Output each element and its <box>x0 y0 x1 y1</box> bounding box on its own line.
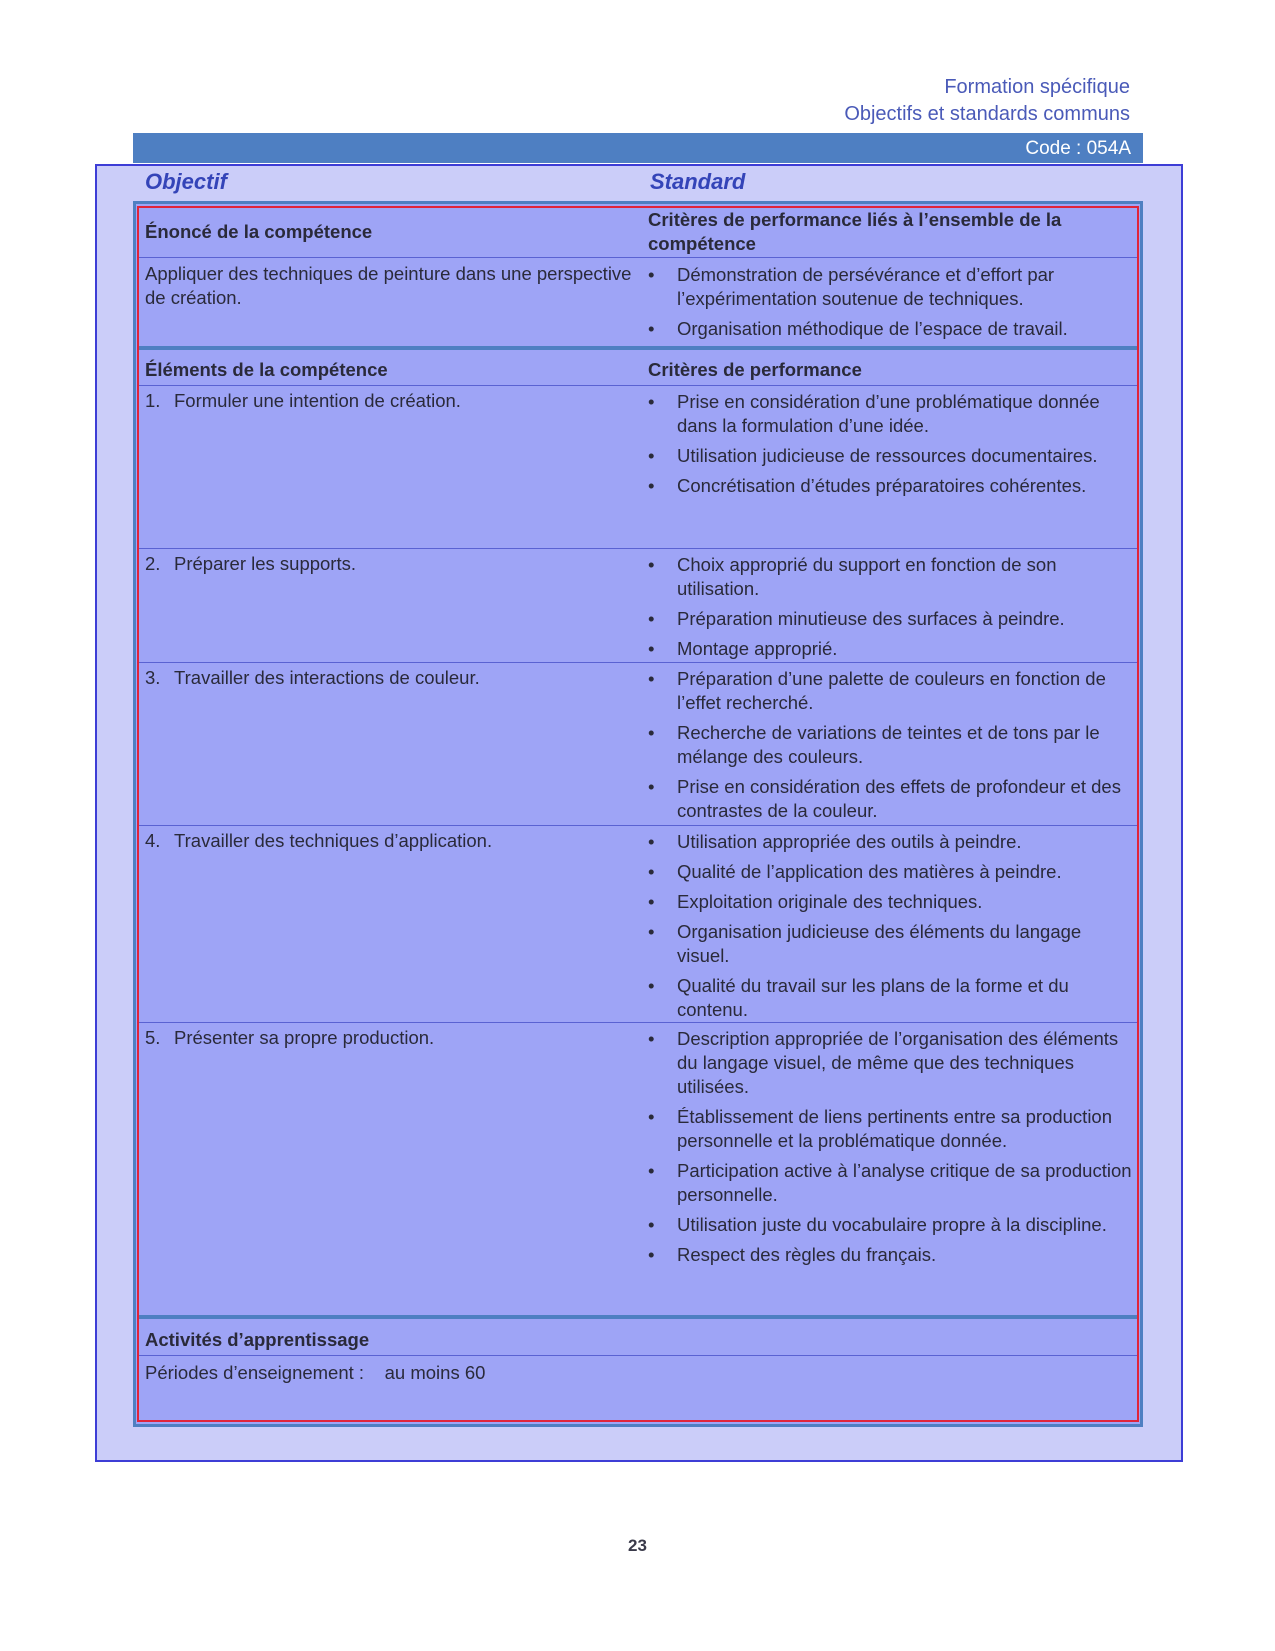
criterion-item <box>648 721 1133 769</box>
criterion-item <box>648 974 1133 1022</box>
criteria-cell <box>648 1027 1133 1273</box>
code-bar <box>133 133 1143 163</box>
criterion-item <box>648 1213 1133 1237</box>
criterion-text: Qualité du travail sur les plans de la forme et du contenu. <box>677 975 1069 1020</box>
element-label: Préparer les supports. <box>174 553 357 574</box>
periods-value: au moins 60 <box>384 1362 486 1383</box>
criterion-item <box>648 444 1133 468</box>
criterion-text: Respect des règles du français. <box>677 1244 937 1265</box>
bullet-icon: • <box>648 1214 655 1235</box>
periods-text <box>145 1361 745 1385</box>
criterion-text: Description appropriée de l’organisation des éléments du langage visuel, de même que des techniques utilisées. <box>677 1028 1119 1097</box>
bullet-icon: • <box>648 891 655 912</box>
criterion-item <box>648 317 1133 341</box>
bullet-icon: • <box>648 831 655 852</box>
criterion-text: Montage approprié. <box>677 638 838 659</box>
periods-label: Périodes d’enseignement : <box>145 1362 365 1383</box>
bullet-icon: • <box>648 1160 655 1181</box>
criteria-list <box>648 830 1133 1022</box>
element-text <box>145 389 645 413</box>
criterion-text: Utilisation appropriée des outils à peindre. <box>677 831 1022 852</box>
criterion-text: Préparation d’une palette de couleurs en fonction de l’effet recherché. <box>677 668 1106 713</box>
criterion-text: Organisation méthodique de l’espace de travail. <box>677 318 1068 339</box>
criterion-item <box>648 553 1133 601</box>
bullet-icon: • <box>648 776 655 797</box>
element-number: 5. <box>145 1027 161 1048</box>
criterion-item <box>648 263 1133 311</box>
criterion-text: Établissement de liens pertinents entre sa production personnelle et la problématique donnée. <box>677 1106 1113 1151</box>
criterion-item <box>648 920 1133 968</box>
global-criteria-cell <box>648 263 1133 347</box>
criteria-cell <box>648 390 1133 504</box>
bullet-icon: • <box>648 861 655 882</box>
statement-heading-row <box>139 206 1137 258</box>
criterion-item <box>648 890 1133 914</box>
element-text <box>145 1026 645 1050</box>
criteria-cell <box>648 830 1133 1028</box>
activities-heading-row <box>139 1322 1137 1356</box>
element-number: 3. <box>145 667 161 688</box>
objectif-label: Objectif <box>145 169 227 194</box>
standard-label: Standard <box>650 169 746 194</box>
bullet-icon: • <box>648 722 655 743</box>
element-number: 4. <box>145 830 161 851</box>
criterion-item <box>648 390 1133 438</box>
criterion-text: Organisation judicieuse des éléments du langage visuel. <box>677 921 1082 966</box>
criterion-item <box>648 1243 1133 1267</box>
criterion-item <box>648 1159 1133 1207</box>
elements-heading-row <box>139 352 1137 386</box>
bullet-icon: • <box>648 638 655 659</box>
course-code: Code : 054A <box>1025 138 1131 159</box>
criterion-item <box>648 1105 1133 1153</box>
criterion-item <box>648 775 1133 823</box>
element-text <box>145 829 645 853</box>
criterion-text: Prise en considération des effets de profondeur et des contrastes de la couleur. <box>677 776 1121 821</box>
criterion-text: Exploitation originale des techniques. <box>677 891 983 912</box>
bullet-icon: • <box>648 921 655 942</box>
criteria-list <box>648 1027 1133 1267</box>
criterion-text: Démonstration de persévérance et d’effort par l’expérimentation soutenue de techniques. <box>677 264 1055 309</box>
element-text <box>145 666 645 690</box>
criterion-text: Préparation minutieuse des surfaces à peindre. <box>677 608 1065 629</box>
criterion-item <box>648 830 1133 854</box>
statement-row <box>139 258 1137 350</box>
bullet-icon: • <box>648 391 655 412</box>
element-number: 2. <box>145 553 161 574</box>
criterion-item <box>648 860 1133 884</box>
statement-heading: Énoncé de la compétence <box>145 221 373 242</box>
criterion-text: Concrétisation d’études préparatoires cohérentes. <box>677 475 1087 496</box>
bullet-icon: • <box>648 608 655 629</box>
bullet-icon: • <box>648 1244 655 1265</box>
bullet-icon: • <box>648 668 655 689</box>
elements-heading: Éléments de la compétence <box>145 359 388 380</box>
criterion-text: Choix approprié du support en fonction de son utilisation. <box>677 554 1057 599</box>
header-program-title: Formation spécifique <box>944 76 1130 98</box>
element-text <box>145 552 645 576</box>
activities-heading: Activités d’apprentissage <box>145 1329 370 1350</box>
criteria-list <box>648 553 1133 661</box>
page-number: 23 <box>628 1536 647 1555</box>
header-section-title: Objectifs et standards communs <box>844 103 1130 125</box>
periods-row <box>139 1356 1137 1390</box>
bullet-icon: • <box>648 975 655 996</box>
criterion-item <box>648 1027 1133 1099</box>
criterion-text: Utilisation judicieuse de ressources documentaires. <box>677 445 1098 466</box>
criterion-text: Qualité de l’application des matières à peindre. <box>677 861 1062 882</box>
element-row-5 <box>139 1023 1137 1319</box>
bullet-icon: • <box>648 1028 655 1049</box>
criteria-list <box>648 390 1133 498</box>
criteria-cell <box>648 667 1133 829</box>
bullet-icon: • <box>648 1106 655 1127</box>
criterion-text: Recherche de variations de teintes et de tons par le mélange des couleurs. <box>677 722 1100 767</box>
element-label: Formuler une intention de création. <box>174 390 461 411</box>
bullet-icon: • <box>648 445 655 466</box>
bullet-icon: • <box>648 554 655 575</box>
global-criteria-heading: Critères de performance liés à l’ensemble de la compétence <box>648 209 1062 254</box>
element-row-2 <box>139 549 1137 663</box>
criterion-item <box>648 474 1133 498</box>
bullet-icon: • <box>648 475 655 496</box>
criterion-item <box>648 607 1133 631</box>
element-row-4 <box>139 826 1137 1023</box>
element-label: Travailler des interactions de couleur. <box>174 667 480 688</box>
competency-statement: Appliquer des techniques de peinture dans une perspective de création. <box>145 263 632 308</box>
global-criteria-list <box>648 263 1133 341</box>
element-number: 1. <box>145 390 161 411</box>
criteria-cell <box>648 553 1133 667</box>
criteria-heading: Critères de performance <box>648 359 862 380</box>
element-label: Travailler des techniques d’application. <box>174 830 493 851</box>
element-label: Présenter sa propre production. <box>174 1027 435 1048</box>
element-row-3 <box>139 663 1137 826</box>
criteria-list <box>648 667 1133 823</box>
criterion-item <box>648 667 1133 715</box>
criterion-text: Participation active à l’analyse critique de sa production personnelle. <box>677 1160 1132 1205</box>
element-row-1 <box>139 386 1137 549</box>
criterion-text: Utilisation juste du vocabulaire propre à la discipline. <box>677 1214 1107 1235</box>
criterion-text: Prise en considération d’une problématique donnée dans la formulation d’une idée. <box>677 391 1100 436</box>
criterion-item <box>648 637 1133 661</box>
bullet-icon: • <box>648 318 655 339</box>
bullet-icon: • <box>648 264 655 285</box>
